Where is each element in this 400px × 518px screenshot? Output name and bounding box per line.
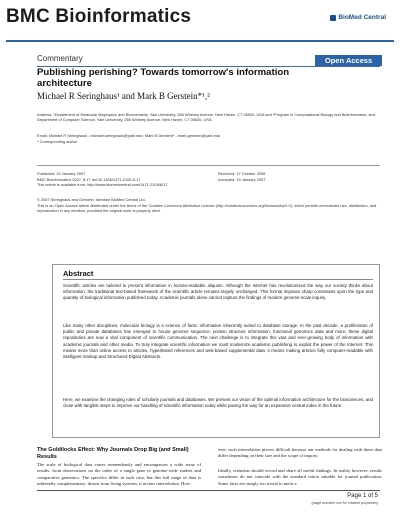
publication-left: [37, 171, 167, 188]
publisher-logo: [330, 14, 386, 21]
open-access-badge: Open Access: [315, 55, 382, 66]
header-rule: [6, 40, 394, 42]
article-url[interactable]: This article is available from: http://www.biomedcentral.com/1471-2105/8/17: [37, 182, 168, 188]
section-heading: The Goldilocks Effect: Why Journals Drop Big (and Small) Results: [37, 447, 189, 461]
published-date: Published: 19 January 2007: [37, 171, 86, 176]
copyright: © 2007 Seringhaus and Gerstein; licensee BioMed Central Ltd.: [37, 197, 146, 202]
body-right-paragraph-1: ever, such interrelation proves difficult because our methods for dealing with these data differ depending on their size and the scope of inquiry.: [218, 447, 382, 459]
author-email: Email: Michael R Seringhaus - michael.seringhaus@yale.edu; Mark B Gerstein* - mark.gerstein@yale.edu: [37, 133, 221, 138]
abstract-paragraph-1: Scientific articles are tailored to present information in human-readable aliquots. Although the Internet has revolutionized the way our society thinks about information, the traditional text-based framework of the scientific article remains largely unchanged. This format imposes sharp constraints upon the type and quantity of biological information published today. Academic journals alone cannot capture the findings of modern genome-scale inquiry.: [63, 283, 373, 301]
publisher-name: BioMed Central: [338, 14, 386, 21]
abstract-paragraph-3: Here, we examine the changing roles of scholarly journals and databases. We present our vision of the optimal information architecture for the biosciences, and close with tangible steps to improve our handling of scientific information today while paving the way for an expansive central index in the future.: [63, 397, 373, 409]
publisher-logo-icon: [330, 15, 336, 21]
meta-rule: [37, 165, 380, 166]
abstract-rule: [63, 279, 373, 280]
abstract-paragraph-2: Like many other disciplines, molecular biology is a science of facts: information inherently suited to database storage. In the past decade, a proliferation of public and private databases has emerged to house genome sequence, protein structure information, functional genomics data and more; these digital repositories are now a vital component of scientific communication. The next challenge is to integrate this vast and ever-growing body of information with academic journals and other media. To truly integrate scientific information we must modernize academic publishing to exploit the power of the Internet. This means more than online access to articles, hyperlinked references and web-based supplemental data; it means making articles fully computer-readable with intelligent markup and Structured Digital Abstracts.: [63, 323, 373, 360]
page-number: Page 1 of 5: [347, 493, 378, 499]
abstract-box: [52, 264, 380, 438]
author-address: Address: ¹Department of Molecular Biophysics and Biochemistry, Yale University, 266 Whitney Avenue, New Haven, CT 06520, USA and ²Program in Computational Biology and Bioinformatics, and Department of Computer Science, Yale University, 266 Whitney Avenue, New Haven, CT 06520, USA: [37, 112, 375, 123]
publication-right: [218, 171, 265, 182]
journal-header: [0, 0, 400, 42]
corresponding-author: * Corresponding author: [37, 139, 78, 144]
page-note: (page number not for citation purposes): [311, 501, 378, 505]
article-type: Commentary: [37, 54, 83, 63]
paper-title: Publishing perishing? Towards tomorrow's information architecture: [37, 67, 290, 89]
abstract-heading: Abstract: [63, 269, 94, 278]
authors: Michael R Seringhaus¹ and Mark B Gerstein*¹,²: [37, 91, 210, 101]
received-date: Received: 17 October 2006: [218, 171, 266, 176]
body-left-column: The scale of biological data varies tremendously and encompasses a wide array of results: from observations on the order of a single gene to genome-wide studies and comparative genomics. The specifics differ in each case, but this full range of data is inherently complementary: drawn from living systems, it invites interrelation. How-: [37, 462, 201, 487]
journal-title: BMC Bioinformatics: [6, 6, 192, 27]
body-right-paragraph-2: Ideally, scientists should record and share all useful findings. In reality however, results sometimes do not coincide with the standard ration suitable for journal publication. Some facts are simply too trivial to merit a: [218, 468, 382, 486]
footer-rule: [37, 490, 380, 491]
license-text: This is an Open Access article distributed under the terms of the Creative Commons Attribution License (http://creativecommons.org/licenses/by/2.0), which permits unrestricted use, distribution, and reproduction in any medium, provided the original work is properly cited.: [37, 203, 377, 214]
citation: BMC Bioinformatics 2007, 8:17 doi:10.1186/1471-2105-8-17: [37, 176, 141, 182]
accepted-date: Accepted: 19 January 2007: [218, 176, 266, 182]
